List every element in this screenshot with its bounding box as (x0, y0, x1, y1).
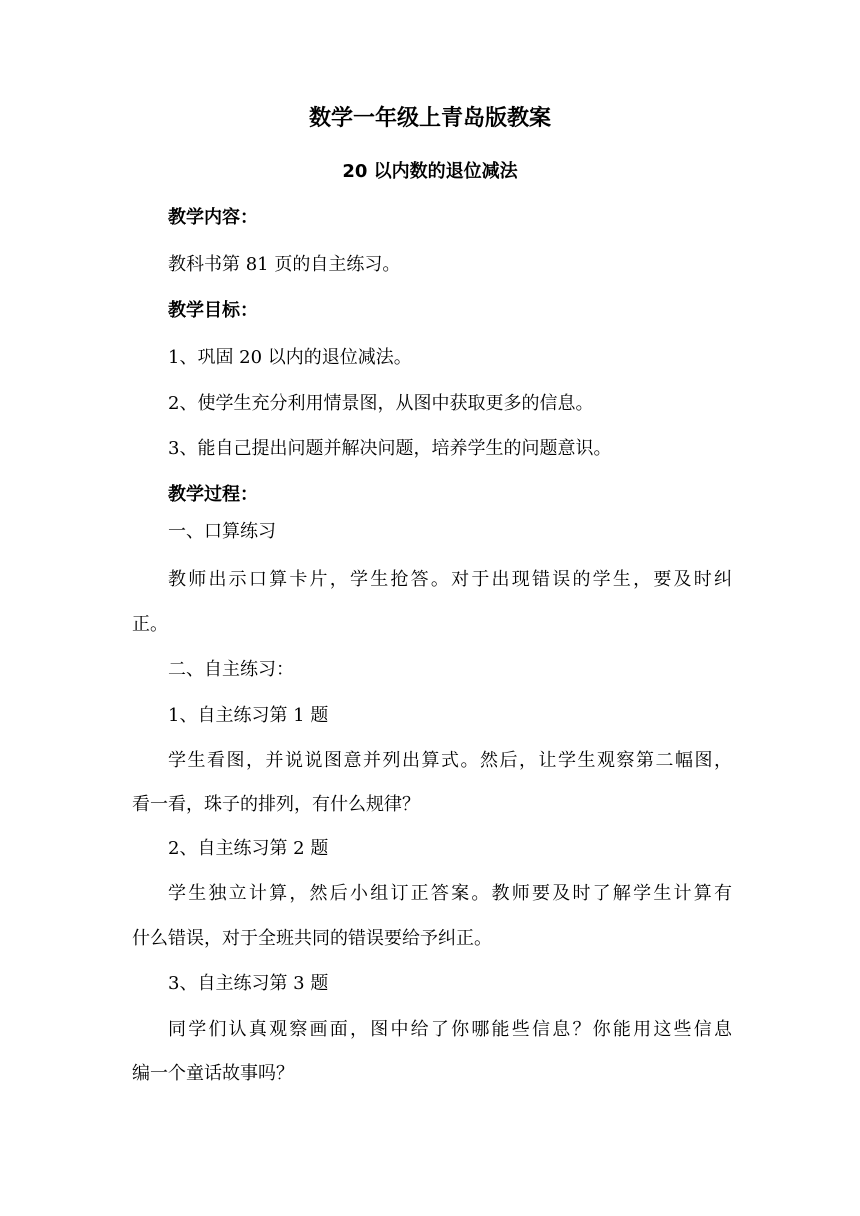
exercise2-paragraph-line1: 学生独立计算，然后小组订正答案。教师要及时了解学生计算有 (168, 883, 732, 904)
process-heading: 教学过程： (168, 484, 258, 505)
exercise1-heading: 1、自主练习第 1 题 (168, 705, 329, 726)
content-text: 教科书第 81 页的自主练习。 (168, 254, 401, 275)
goal-item-1: 1、巩固 20 以内的退位减法。 (168, 347, 412, 368)
exercise1-paragraph-line1: 学生看图，并说说图意并列出算式。然后，让学生观察第二幅图， (168, 750, 732, 771)
goal-item-3: 3、能自己提出问题并解决问题，培养学生的问题意识。 (168, 438, 612, 459)
exercise3-heading: 3、自主练习第 3 题 (168, 973, 329, 994)
exercise2-heading: 2、自主练习第 2 题 (168, 838, 329, 859)
section1-heading: 一、口算练习 (168, 521, 276, 542)
document-subtitle: 20 以内数的退位减法 (342, 161, 518, 182)
exercise2-paragraph-line2: 什么错误，对于全班共同的错误要给予纠正。 (132, 928, 492, 949)
goal-item-2: 2、使学生充分利用情景图，从图中获取更多的信息。 (168, 393, 594, 414)
document-title: 数学一年级上青岛版教案 (308, 106, 551, 131)
section2-heading: 二、自主练习： (168, 659, 294, 680)
section1-paragraph-line2: 正。 (132, 614, 168, 635)
content-heading: 教学内容： (168, 207, 258, 228)
exercise1-paragraph-line2: 看一看，珠子的排列，有什么规律？ (132, 794, 420, 815)
exercise3-paragraph-line1: 同学们认真观察画面，图中给了你哪能些信息？你能用这些信息 (168, 1019, 732, 1040)
exercise3-paragraph-line2: 编一个童话故事吗？ (132, 1063, 294, 1084)
goals-heading: 教学目标： (168, 300, 258, 321)
section1-paragraph-line1: 教师出示口算卡片，学生抢答。对于出现错误的学生，要及时纠 (168, 569, 732, 590)
